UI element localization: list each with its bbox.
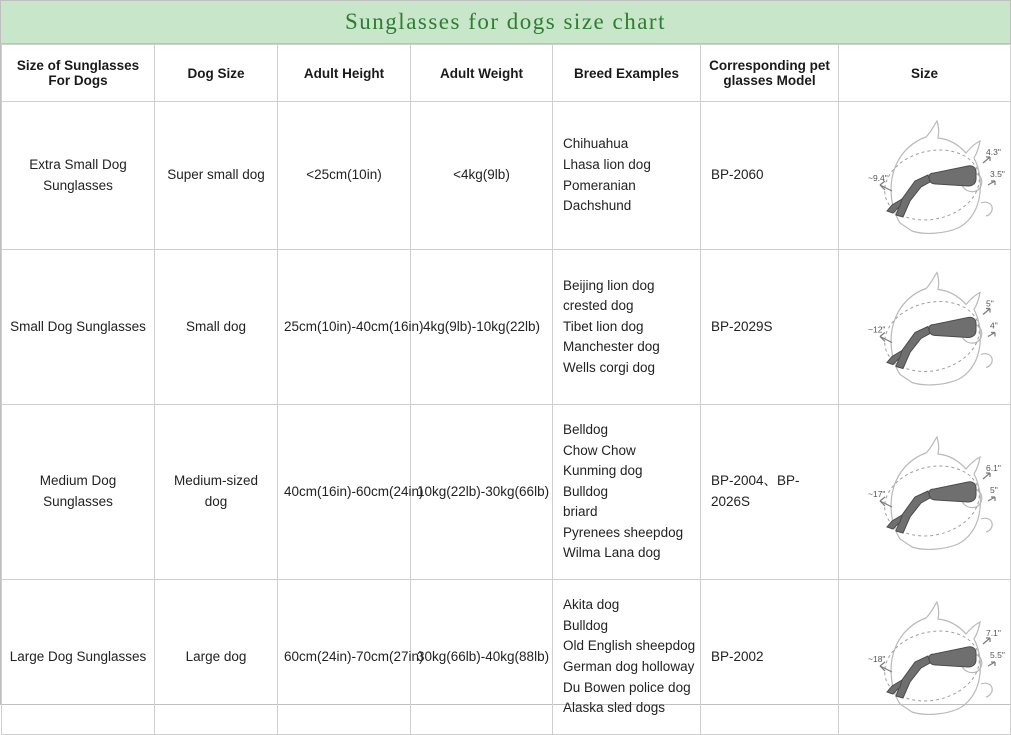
cell-glasses-model: BP-2029S — [701, 250, 839, 405]
cell-adult-height: 60cm(24in)-70cm(27in) — [278, 580, 411, 735]
list-item: Dachshund — [563, 198, 632, 214]
cell-size-diagram — [839, 580, 1011, 735]
goggles-shape — [887, 165, 976, 216]
dog-head-diagram-icon — [840, 260, 1010, 395]
table-row — [2, 250, 1011, 405]
list-item: German dog holloway — [563, 659, 695, 674]
cell-glasses-model: BP-2002 — [701, 580, 839, 735]
dimension-label-top-right: 4.3" — [985, 146, 1001, 157]
page-title: Sunglasses for dogs size chart — [345, 9, 666, 34]
breed-list — [563, 595, 696, 718]
breed-list — [563, 420, 690, 564]
cell-adult-weight: 10kg(22lb)-30kg(66lb) — [411, 405, 553, 580]
list-item: Akita dog — [563, 597, 620, 613]
cell-size-diagram — [839, 250, 1011, 405]
header-row — [2, 45, 1011, 102]
dimension-label-left: ~12" — [867, 324, 885, 334]
list-item: crested dog — [563, 298, 634, 314]
dimension-label-bottom-right: 5" — [989, 485, 998, 495]
cell-breed-examples — [553, 580, 701, 735]
goggles-shape — [887, 482, 976, 533]
cell-sunglasses-size: Medium Dog Sunglasses — [2, 405, 155, 580]
breed-list — [563, 134, 690, 216]
dimension-label-left: ~18" — [867, 654, 885, 664]
table-row — [2, 405, 1011, 580]
cell-adult-weight: <4kg(9lb) — [411, 102, 553, 250]
dimension-label-bottom-right: 4" — [989, 320, 998, 330]
table-body — [2, 102, 1011, 735]
list-item: Pyrenees sheepdog — [563, 524, 684, 540]
cell-glasses-model: BP-2004、BP-2026S — [701, 405, 839, 580]
dimension-label-left: ~9.4" — [867, 172, 888, 183]
list-item: Kunming dog — [563, 463, 643, 479]
dimension-label-top-right: 6.1" — [985, 463, 1001, 473]
cell-dog-size: Super small dog — [155, 102, 278, 250]
cell-size-diagram — [839, 405, 1011, 580]
column-header-sunglasses-size: Size of Sunglasses For Dogs — [2, 45, 155, 102]
breed-list — [563, 276, 690, 379]
column-header-adult-height: Adult Height — [278, 45, 411, 102]
list-item: Old English sheepdog — [563, 638, 696, 654]
list-item: Pomeranian — [563, 177, 636, 193]
cell-glasses-model: BP-2060 — [701, 102, 839, 250]
cell-dog-size: Medium-sized dog — [155, 405, 278, 580]
cell-breed-examples — [553, 405, 701, 580]
dog-head-diagram-icon — [840, 111, 1010, 241]
cell-sunglasses-size: Small Dog Sunglasses — [2, 250, 155, 405]
list-item: Wells corgi dog — [563, 359, 656, 375]
cell-sunglasses-size: Extra Small Dog Sunglasses — [2, 102, 155, 250]
list-item: Chihuahua — [563, 136, 629, 152]
cell-adult-height: 25cm(10in)-40cm(16in) — [278, 250, 411, 405]
column-header-breed-examples: Breed Examples — [553, 45, 701, 102]
cell-dog-size: Small dog — [155, 250, 278, 405]
dimension-label-top-right: 7.1" — [985, 628, 1001, 638]
cell-adult-weight: 4kg(9lb)-10kg(22lb) — [411, 250, 553, 405]
list-item: Lhasa lion dog — [563, 156, 651, 172]
list-item: Tibet lion dog — [563, 318, 644, 334]
goggles-shape — [887, 317, 976, 368]
chart-title-bar — [1, 1, 1010, 44]
column-header-dog-size: Dog Size — [155, 45, 278, 102]
cell-dog-size: Large dog — [155, 580, 278, 735]
column-header-adult-weight: Adult Weight — [411, 45, 553, 102]
table-header — [2, 45, 1011, 102]
list-item: Bulldog — [563, 617, 609, 633]
list-item: Bulldog — [563, 483, 609, 499]
table-row — [2, 102, 1011, 250]
cell-adult-height: 40cm(16in)-60cm(24in) — [278, 405, 411, 580]
list-item: briard — [563, 504, 598, 520]
column-header-glasses-model: Corresponding pet glasses Model — [701, 45, 839, 102]
cell-size-diagram — [839, 102, 1011, 250]
dimension-label-bottom-right: 5.5" — [989, 650, 1005, 660]
cell-adult-height: <25cm(10in) — [278, 102, 411, 250]
cell-breed-examples — [553, 250, 701, 405]
list-item: Beijing lion dog — [563, 277, 655, 293]
goggles-shape — [887, 647, 976, 698]
list-item: Du Bowen police dog — [563, 679, 691, 695]
cell-breed-examples — [553, 102, 701, 250]
list-item: Manchester dog — [563, 339, 660, 355]
size-chart-table — [1, 44, 1011, 735]
dog-head-diagram-icon — [840, 588, 1010, 726]
list-item: Belldog — [563, 422, 609, 438]
table-row — [2, 580, 1011, 735]
list-item: Wilma Lana dog — [563, 545, 661, 561]
cell-sunglasses-size: Large Dog Sunglasses — [2, 580, 155, 735]
cell-adult-weight: 30kg(66lb)-40kg(88lb) — [411, 580, 553, 735]
dimension-label-bottom-right: 3.5" — [989, 168, 1005, 179]
dimension-label-left: ~17" — [867, 489, 885, 499]
list-item: Chow Chow — [563, 442, 636, 458]
dimension-label-top-right: 5" — [985, 298, 994, 308]
list-item: Alaska sled dogs — [563, 700, 666, 716]
dog-head-diagram-icon — [840, 422, 1010, 562]
column-header-size-diagram: Size — [839, 45, 1011, 102]
